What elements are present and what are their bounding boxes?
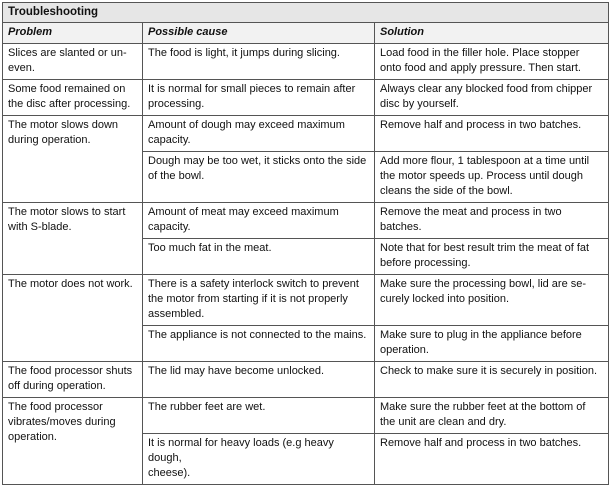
- solution-cell: Check to make sure it is securely in position.: [375, 362, 609, 398]
- table-row: [3, 362, 609, 398]
- cause-cell: The food is light, it jumps during slicing.: [143, 44, 375, 80]
- solution-cell: Make sure to plug in the appliance before operation.: [375, 326, 609, 362]
- solution-cell: Remove half and process in two batches.: [375, 116, 609, 152]
- solution-cell: Make sure the rubber feet at the bottom of the unit are clean and dry.: [375, 398, 609, 434]
- cause-cell: The lid may have become unlocked.: [143, 362, 375, 398]
- cause-cell: The appliance is not connected to the mains.: [143, 326, 375, 362]
- solution-cell: Add more flour, 1 tablespoon at a time until the motor speeds up. Process until dough cleans the side of the bowl.: [375, 152, 609, 203]
- table-row: [3, 116, 609, 152]
- table-row: [3, 44, 609, 80]
- solution-cell: Remove the meat and process in two batches.: [375, 203, 609, 239]
- header-solution: Solution: [375, 23, 609, 44]
- solution-cell: Make sure the processing bowl, lid are se- curely locked into position.: [375, 275, 609, 326]
- cause-cell: Too much fat in the meat.: [143, 239, 375, 275]
- table-title: Troubleshooting: [3, 3, 609, 23]
- problem-cell: Some food remained on the disc after processing.: [3, 80, 143, 116]
- troubleshooting-table-wrapper: [2, 2, 608, 485]
- problem-cell: The motor does not work.: [3, 275, 143, 362]
- solution-cell: Remove half and process in two batches.: [375, 434, 609, 485]
- troubleshooting-table: [2, 2, 609, 485]
- solution-cell: Load food in the filler hole. Place stopper onto food and apply pressure. Then start.: [375, 44, 609, 80]
- table-body: [3, 44, 609, 485]
- problem-cell: The food processor shuts off during operation.: [3, 362, 143, 398]
- problem-cell: The motor slows down during operation.: [3, 116, 143, 203]
- table-row: [3, 398, 609, 434]
- cause-cell: It is normal for small pieces to remain after processing.: [143, 80, 375, 116]
- solution-cell: Always clear any blocked food from chipper disc by yourself.: [375, 80, 609, 116]
- cause-cell: Amount of dough may exceed maximum capacity.: [143, 116, 375, 152]
- header-problem: Problem: [3, 23, 143, 44]
- cause-cell: There is a safety interlock switch to prevent the motor from starting if it is not properly assembled.: [143, 275, 375, 326]
- table-row: [3, 80, 609, 116]
- header-row: [3, 23, 609, 44]
- header-possible-cause: Possible cause: [143, 23, 375, 44]
- problem-cell: The motor slows to start with S-blade.: [3, 203, 143, 275]
- problem-cell: The food processor vibrates/moves during operation.: [3, 398, 143, 485]
- cause-cell: Dough may be too wet, it sticks onto the side of the bowl.: [143, 152, 375, 203]
- cause-cell: It is normal for heavy loads (e.g heavy dough, cheese).: [143, 434, 375, 485]
- cause-cell: Amount of meat may exceed maximum capacity.: [143, 203, 375, 239]
- cause-cell: The rubber feet are wet.: [143, 398, 375, 434]
- solution-cell: Note that for best result trim the meat of fat before processing.: [375, 239, 609, 275]
- table-row: [3, 203, 609, 239]
- problem-cell: Slices are slanted or un- even.: [3, 44, 143, 80]
- table-row: [3, 275, 609, 326]
